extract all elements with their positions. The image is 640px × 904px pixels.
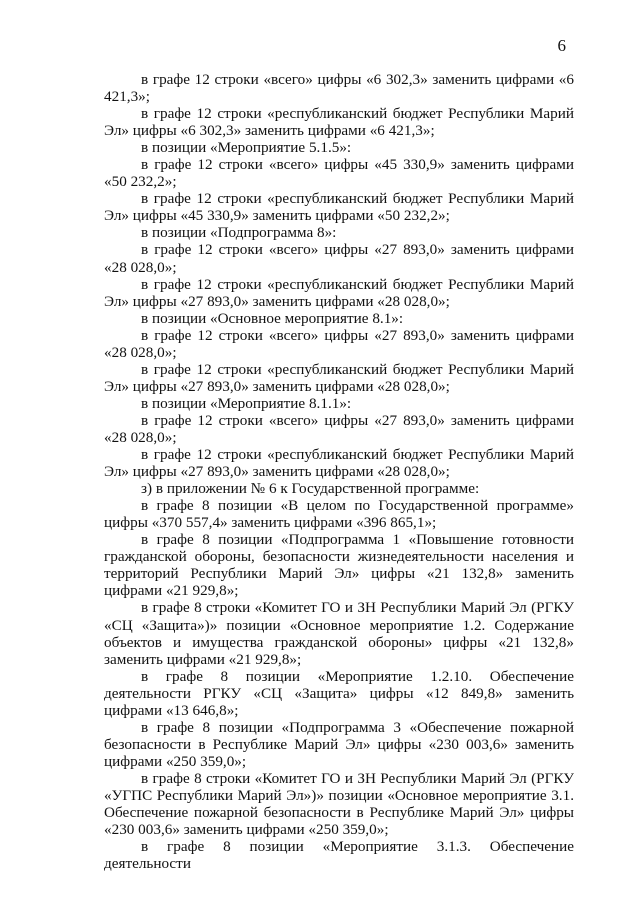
paragraph: в позиции «Мероприятие 8.1.1»: xyxy=(141,394,352,412)
paragraph: в графе 12 строки «всего» цифры «27 893,0» заменить цифрами «28 028,0»; xyxy=(104,411,574,446)
paragraph: в графе 8 позиции «Мероприятие 1.2.10. Обеспечение деятельности РГКУ «СЦ «Защита» цифры «12 849,8» заменить цифрами «13 646,8»; xyxy=(104,667,574,719)
paragraph: в графе 12 строки «республиканский бюджет Республики Марий Эл» цифры «27 893,0» заменить цифрами «28 028,0»; xyxy=(104,446,574,481)
paragraph: в позиции «Основное мероприятие 8.1»: xyxy=(141,309,404,327)
paragraph: в графе 8 позиции «Подпрограмма 3 «Обеспечение пожарной безопасности в Республике Марий Эл» цифры «230 003,6» заменить цифрами «250 359,0»; xyxy=(104,718,574,770)
paragraph: в графе 12 строки «республиканский бюджет Республики Марий Эл» цифры «45 330,9» заменить цифрами «50 232,2»; xyxy=(104,190,574,225)
paragraph: в графе 8 строки «Комитет ГО и ЗН Республики Марий Эл (РГКУ «УГПС Республики Марий Эл»)» позиции «Основное мероприятие 3.1. Обеспечение пожарной безопасности в Республике Марий Эл» цифры «230 003,6» заменить цифрами «250 359,0»; xyxy=(104,769,574,839)
paragraph: в графе 8 позиции «Подпрограмма 1 «Повышение готовности гражданской обороны, безопасности жизнедеятельности населения и территорий Республики Марий Эл» цифры «21 132,8» заменить цифрами «21 929,8»; xyxy=(104,531,574,600)
paragraph: в графе 8 строки «Комитет ГО и ЗН Республики Марий Эл (РГКУ «СЦ «Защита»)» позиции «Основное мероприятие 1.2. Содержание объектов и имущества гражданской обороны» цифры «21 132,8» заменить цифрами «21 929,8»; xyxy=(104,599,574,668)
paragraph: з) в приложении № 6 к Государственной программе: xyxy=(141,480,480,498)
paragraph: в графе 12 строки «республиканский бюджет Республики Марий Эл» цифры «27 893,0» заменить цифрами «28 028,0»; xyxy=(104,360,574,395)
paragraph: в графе 12 строки «всего» цифры «27 893,0» заменить цифрами «28 028,0»; xyxy=(104,241,574,276)
paragraph: в графе 8 позиции «Мероприятие 3.1.3. Обеспечение деятельности xyxy=(104,838,574,873)
page-number: 6 xyxy=(557,36,566,55)
paragraph: в графе 12 строки «всего» цифры «45 330,9» заменить цифрами «50 232,2»; xyxy=(104,156,574,191)
paragraph: в графе 12 строки «республиканский бюджет Республики Марий Эл» цифры «27 893,0» заменить цифрами «28 028,0»; xyxy=(104,275,574,310)
paragraph: в графе 12 строки «всего» цифры «6 302,3» заменить цифрами «6 421,3»; xyxy=(104,71,574,106)
paragraph: в позиции «Мероприятие 5.1.5»: xyxy=(141,139,352,157)
paragraph: в графе 12 строки «республиканский бюджет Республики Марий Эл» цифры «6 302,3» заменить цифрами «6 421,3»; xyxy=(104,105,574,140)
document-body xyxy=(104,71,574,872)
paragraph: в графе 12 строки «всего» цифры «27 893,0» заменить цифрами «28 028,0»; xyxy=(104,326,574,361)
paragraph: в графе 8 позиции «В целом по Государственной программе» цифры «370 557,4» заменить цифрами «396 865,1»; xyxy=(104,497,574,532)
paragraph: в позиции «Подпрограмма 8»: xyxy=(141,224,337,242)
